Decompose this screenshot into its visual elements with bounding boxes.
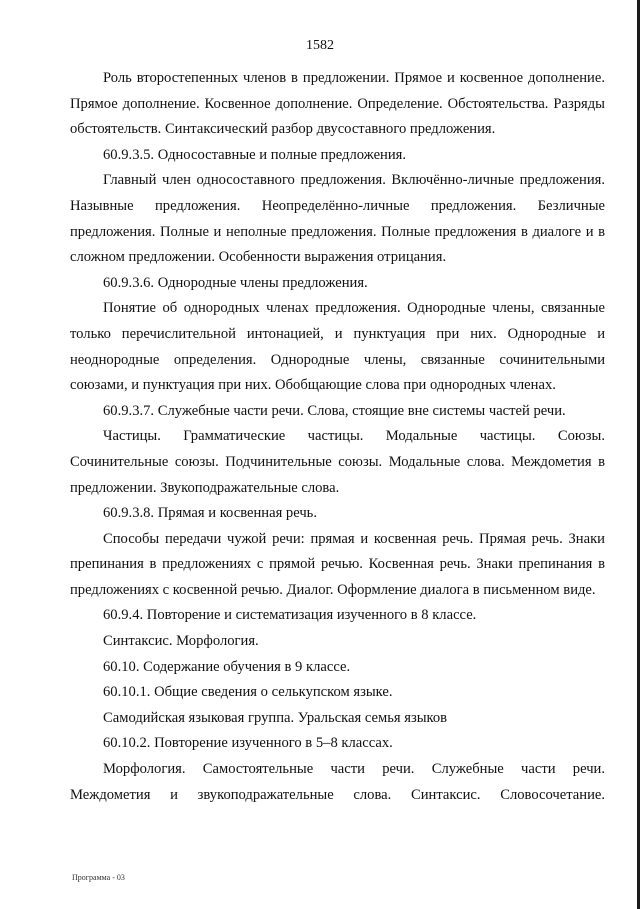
paragraph: Роль второстепенных членов в предложении. Прямое и косвенное дополнение. Прямое дополнение. Косвенное дополнение. Определение. Обстоятельства. Разряды обстоятельств. Синтаксический разбор двусоставного предложения. bbox=[70, 70, 605, 138]
paragraph: Понятие об однородных членах предложения. Однородные члены, связанные только перечислительной интонацией, и пунктуация при них. Однородные и неоднородные определения. Однородные члены, связанные сочинительными союзами, и пунктуация при них. Обобщающие слова при однородных членах. bbox=[70, 300, 605, 394]
section-heading: 60.10. Содержание обучения в 9 классе. bbox=[103, 658, 351, 675]
paragraph: Частицы. Грамматические частицы. Модальные частицы. Союзы. Сочинительные союзы. Подчинительные союзы. Модальные слова. Междометия в предложении. Звукоподражательные слова. bbox=[70, 428, 605, 496]
page-number: 1582 bbox=[306, 38, 334, 53]
section-heading: 60.9.3.8. Прямая и косвенная речь. bbox=[103, 505, 317, 522]
paragraph: Морфология. Самостоятельные части речи. Служебные части речи. Междометия и звукоподражательные слова. Синтаксис. Словосочетание. bbox=[70, 761, 605, 803]
paragraph: Главный член односоставного предложения. Включённо-личные предложения. Назывные предложения. Неопределённо-личные предложения. Безличные предложения. Полные и неполные предложения. Полные предложения в диалоге и в сложном предложении. Особенности выражения отрицания. bbox=[70, 172, 605, 266]
section-heading: 60.10.2. Повторение изученного в 5–8 классах. bbox=[103, 735, 393, 752]
paragraph: Способы передачи чужой речи: прямая и косвенная речь. Прямая речь. Знаки препинания в предложениях с прямой речью. Косвенная речь. Знаки препинания в предложениях с косвенной речью. Диалог. Оформление диалога в письменном виде. bbox=[70, 530, 605, 598]
paragraph: Синтаксис. Морфология. bbox=[103, 633, 259, 650]
footer-label: Программа - 03 bbox=[72, 873, 125, 882]
section-heading: 60.9.3.6. Однородные члены предложения. bbox=[103, 274, 368, 291]
section-heading: 60.9.4. Повторение и систематизация изученного в 8 классе. bbox=[103, 607, 477, 624]
section-heading: 60.10.1. Общие сведения о селькупском языке. bbox=[103, 684, 393, 701]
page-body bbox=[70, 66, 605, 808]
section-heading: 60.9.3.7. Служебные части речи. Слова, стоящие вне системы частей речи. bbox=[103, 402, 566, 419]
paragraph: Самодийская языковая группа. Уральская семья языков bbox=[103, 709, 448, 726]
section-heading: 60.9.3.5. Односоставные и полные предложения. bbox=[103, 146, 407, 163]
